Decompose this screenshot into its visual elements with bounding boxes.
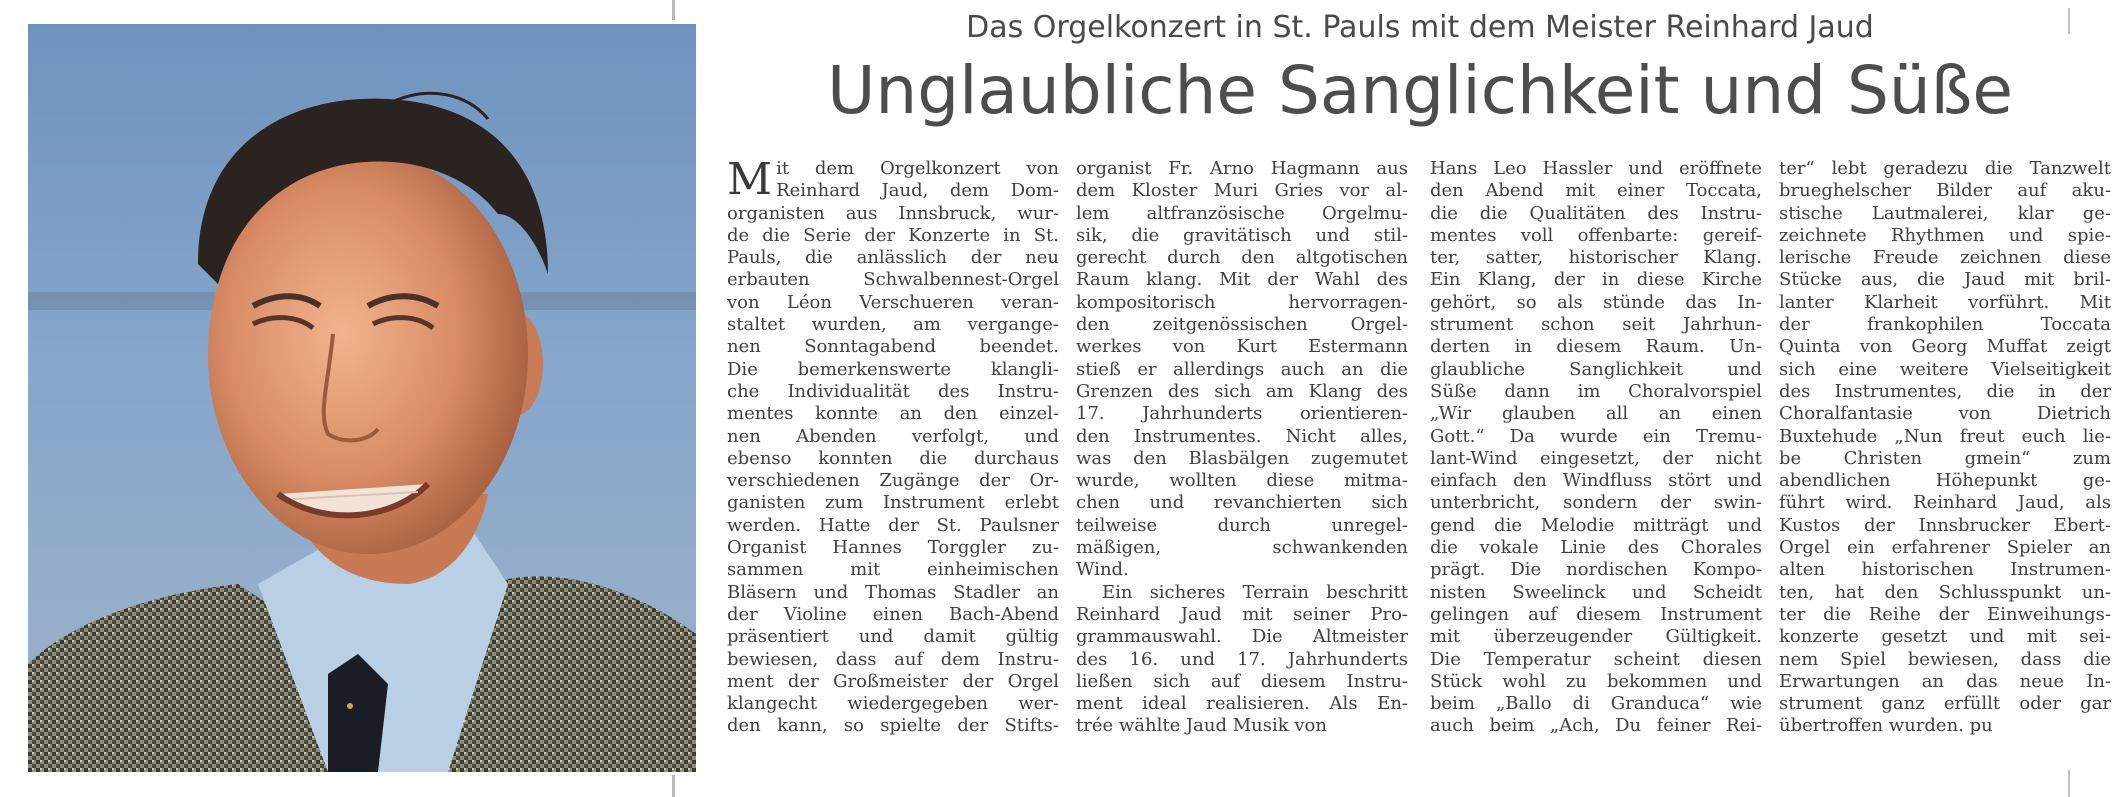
article-line: Choralfantasie von Dietrich — [1779, 403, 2111, 425]
article-line: prägt. Die nordischen Kompo- — [1430, 559, 1762, 581]
article-line: werkes von Kurt Estermann — [1076, 336, 1408, 358]
portrait-photo — [28, 24, 696, 772]
article-line: ment der Großmeister der Orgel — [727, 670, 1059, 692]
article-line: Hans Leo Hassler und eröffnete — [1430, 158, 1762, 179]
article-line: lerische Freude zeichnen diese — [1779, 247, 2111, 269]
article-line: Organist Hannes Torggler zu- — [727, 537, 1059, 559]
article-line: sich eine weitere Vielseitigkeit — [1779, 358, 2111, 380]
article-line: präsentiert und damit gültig — [727, 626, 1059, 648]
article-line: gend die Melodie mitträgt und — [1430, 514, 1762, 536]
article-line: unterbricht, sondern der swin- — [1430, 492, 1762, 514]
article-line: Reinhard Jaud, dem Dom- — [776, 180, 1059, 202]
article-line: wurde, wollten diese mitma- — [1076, 470, 1408, 492]
article-line: die die Qualitäten des Instru- — [1430, 202, 1762, 224]
article-line: was den Blasbälgen zugemutet — [1076, 447, 1408, 469]
article-line: ter“ lebt geradezu die Tanzwelt — [1779, 158, 2111, 179]
article-line: Pauls, die anlässlich der neu — [727, 247, 1059, 269]
article-line: Süße dann im Choralvorspiel — [1430, 380, 1762, 402]
article-line: it dem Orgelkonzert von — [776, 158, 1059, 179]
article-line: Gott.“ Da wurde ein Tremu- — [1430, 425, 1762, 447]
article-line: Erwartungen an das neue In- — [1779, 670, 2111, 692]
article-line: Die Temperatur scheint diesen — [1430, 648, 1762, 670]
article-line: grammauswahl. Die Altmeister — [1076, 626, 1408, 648]
article-line: glaubliche Sanglichkeit und — [1430, 358, 1762, 380]
article-line: alten historischen Instrumen- — [1779, 559, 2111, 581]
article-line: chen und revanchierten sich — [1076, 492, 1408, 514]
article-line: kompositorisch hervorragen- — [1076, 291, 1408, 313]
article-line: beim „Ballo di Granduca“ wie — [1430, 693, 1762, 715]
article-line: die vokale Linie des Chorales — [1430, 537, 1762, 559]
article-line: de die Serie der Konzerte in St. — [727, 224, 1059, 246]
article-line: lanter Klarheit vorführt. Mit — [1779, 291, 2111, 313]
article-line: konzerte gesetzt und mit sei- — [1779, 626, 2111, 648]
article-kicker: Das Orgelkonzert in St. Pauls mit dem Meister Reinhard Jaud — [966, 10, 1874, 45]
article-line: verschiedenen Zugänge der Or- — [727, 470, 1059, 492]
article-line: gelingen auf diesem Instrument — [1430, 603, 1762, 625]
article-line: brueghelscher Bilder auf aku- — [1779, 180, 2111, 202]
article-line: den Abend mit einer Toccata, — [1430, 180, 1762, 202]
article-line: nisten Sweelinck und Scheidt — [1430, 581, 1762, 603]
article-line: der frankophilen Toccata — [1779, 314, 2111, 336]
article-line: stieß er allerdings auch an die — [1076, 358, 1408, 380]
article-line: zeichnete Rhythmen und spie- — [1779, 224, 2111, 246]
article-line: ter, satter, historischer Klang. — [1430, 247, 1762, 269]
article-line: „Wir glauben all an einen — [1430, 403, 1762, 425]
article-line: Bläsern und Thomas Stadler an — [727, 581, 1059, 603]
article-line: bewiesen, dass auf dem Instru- — [727, 648, 1059, 670]
article-line: den kann, so spielte der Stifts- — [727, 715, 1059, 737]
article-column-1 — [727, 154, 1059, 738]
article-line: führt wird. Reinhard Jaud, als — [1779, 492, 2111, 514]
article-line: Wind. — [1076, 559, 1129, 581]
article-line: Quinta von Georg Muffat zeigt — [1779, 336, 2111, 358]
article-line: mentes voll offenbarte: gereif- — [1430, 224, 1762, 246]
article-line: Ein sicheres Terrain beschritt — [1102, 581, 1408, 603]
article-line: gerecht durch den altgotischen — [1076, 247, 1408, 269]
article-line: organisten aus Innsbruck, wur- — [727, 202, 1059, 224]
article-line: Orgel ein erfahrener Spieler an — [1779, 537, 2111, 559]
article-line: ganisten zum Instrument erlebt — [727, 492, 1059, 514]
article-line: sammen mit einheimischen — [727, 559, 1059, 581]
article-line: ter die Reihe der Einweihungs- — [1779, 603, 2111, 625]
article-line: gehört, so als stünde das In- — [1430, 291, 1762, 313]
article-line: ebenso konnten die durchaus — [727, 447, 1059, 469]
article-line: ment ideal realisieren. Als En- — [1076, 693, 1408, 715]
article-line: klangecht wiedergegeben wer- — [727, 693, 1059, 715]
article-line: der Violine einen Bach-Abend — [727, 603, 1059, 625]
article-line: den Instrumentes. Nicht alles, — [1076, 425, 1408, 447]
article-line: von Léon Verschueren veran- — [727, 291, 1059, 313]
article-line: Raum klang. Mit der Wahl des — [1076, 269, 1408, 291]
article-column-3 — [1430, 158, 1762, 738]
article-line: be Christen gmein“ zum — [1779, 447, 2111, 469]
article-column-2 — [1076, 158, 1408, 738]
article-line: stische Lautmalerei, klar ge- — [1779, 202, 2111, 224]
article-line: Stücke aus, die Jaud mit bril- — [1779, 269, 2111, 291]
article-column-4 — [1779, 158, 2111, 738]
article-line: Reinhard Jaud mit seiner Pro- — [1076, 603, 1408, 625]
article-line: abendlichen Höhepunkt ge- — [1779, 470, 2111, 492]
article-line: dem Kloster Muri Gries vor al- — [1076, 180, 1408, 202]
article-line: Die bemerkenswerte klangli- — [727, 358, 1059, 380]
article-line: auch beim „Ach, Du feiner Rei- — [1430, 715, 1762, 737]
article-line: trée wählte Jaud Musik von — [1076, 715, 1327, 737]
article-line: nem Spiel bewiesen, dass die — [1779, 648, 2111, 670]
article-line: lem altfranzösische Orgelmu- — [1076, 202, 1408, 224]
article-line: organist Fr. Arno Hagmann aus — [1076, 158, 1408, 179]
article-line: erbauten Schwalbennest-Orgel — [727, 269, 1059, 291]
article-line: strument schon seit Jahrhun- — [1430, 314, 1762, 336]
article-line: che Individualität des Instru- — [727, 380, 1059, 402]
drop-cap: M — [727, 154, 773, 205]
article-line: derten in diesem Raum. Un- — [1430, 336, 1762, 358]
article-line: mäßigen, schwankenden — [1076, 537, 1408, 559]
article-line: nen Abenden verfolgt, und — [727, 425, 1059, 447]
article-line: sik, die gravitätisch und stil- — [1076, 224, 1408, 246]
article-line: nen Sonntagabend beendet. — [727, 336, 1059, 358]
article-headline: Unglaubliche Sanglichkeit und Süße — [827, 52, 2013, 129]
article-line: Ein Klang, der in diese Kirche — [1430, 269, 1762, 291]
article-line: Buxtehude „Nun freut euch lie- — [1779, 425, 2111, 447]
article-line: mentes konnte an den einzel- — [727, 403, 1059, 425]
article-line: Kustos der Innsbrucker Ebert- — [1779, 514, 2111, 536]
article-line: Stück wohl zu bekommen und — [1430, 670, 1762, 692]
column-rule-top — [672, 0, 675, 20]
portrait-illustration — [28, 24, 696, 772]
article-line: des Instrumentes, die in der — [1779, 380, 2111, 402]
column-rule-bottom — [672, 775, 675, 797]
article-line: einfach den Windfluss stört und — [1430, 470, 1762, 492]
article-line: des 16. und 17. Jahrhunderts — [1076, 648, 1408, 670]
article-line: ließen sich auf diesem Instru- — [1076, 670, 1408, 692]
article-line: lant-Wind eingesetzt, der nicht — [1430, 447, 1762, 469]
article-line: 17. Jahrhunderts orientieren- — [1076, 403, 1408, 425]
article-line: den zeitgenössischen Orgel- — [1076, 314, 1408, 336]
article-line: staltet wurden, am vergange- — [727, 314, 1059, 336]
article-line: mit überzeugender Gültigkeit. — [1430, 626, 1762, 648]
article-line: ten, hat den Schlusspunkt un- — [1779, 581, 2111, 603]
article-line: übertroffen wurden. pu — [1779, 715, 1993, 737]
article-line: strument ganz erfüllt oder gar — [1779, 693, 2111, 715]
article-line: werden. Hatte der St. Paulsner — [727, 514, 1059, 536]
article-line: teilweise durch unregel- — [1076, 514, 1408, 536]
article-line: Grenzen des sich am Klang des — [1076, 380, 1408, 402]
column-rule-bottom-right — [2068, 770, 2070, 797]
